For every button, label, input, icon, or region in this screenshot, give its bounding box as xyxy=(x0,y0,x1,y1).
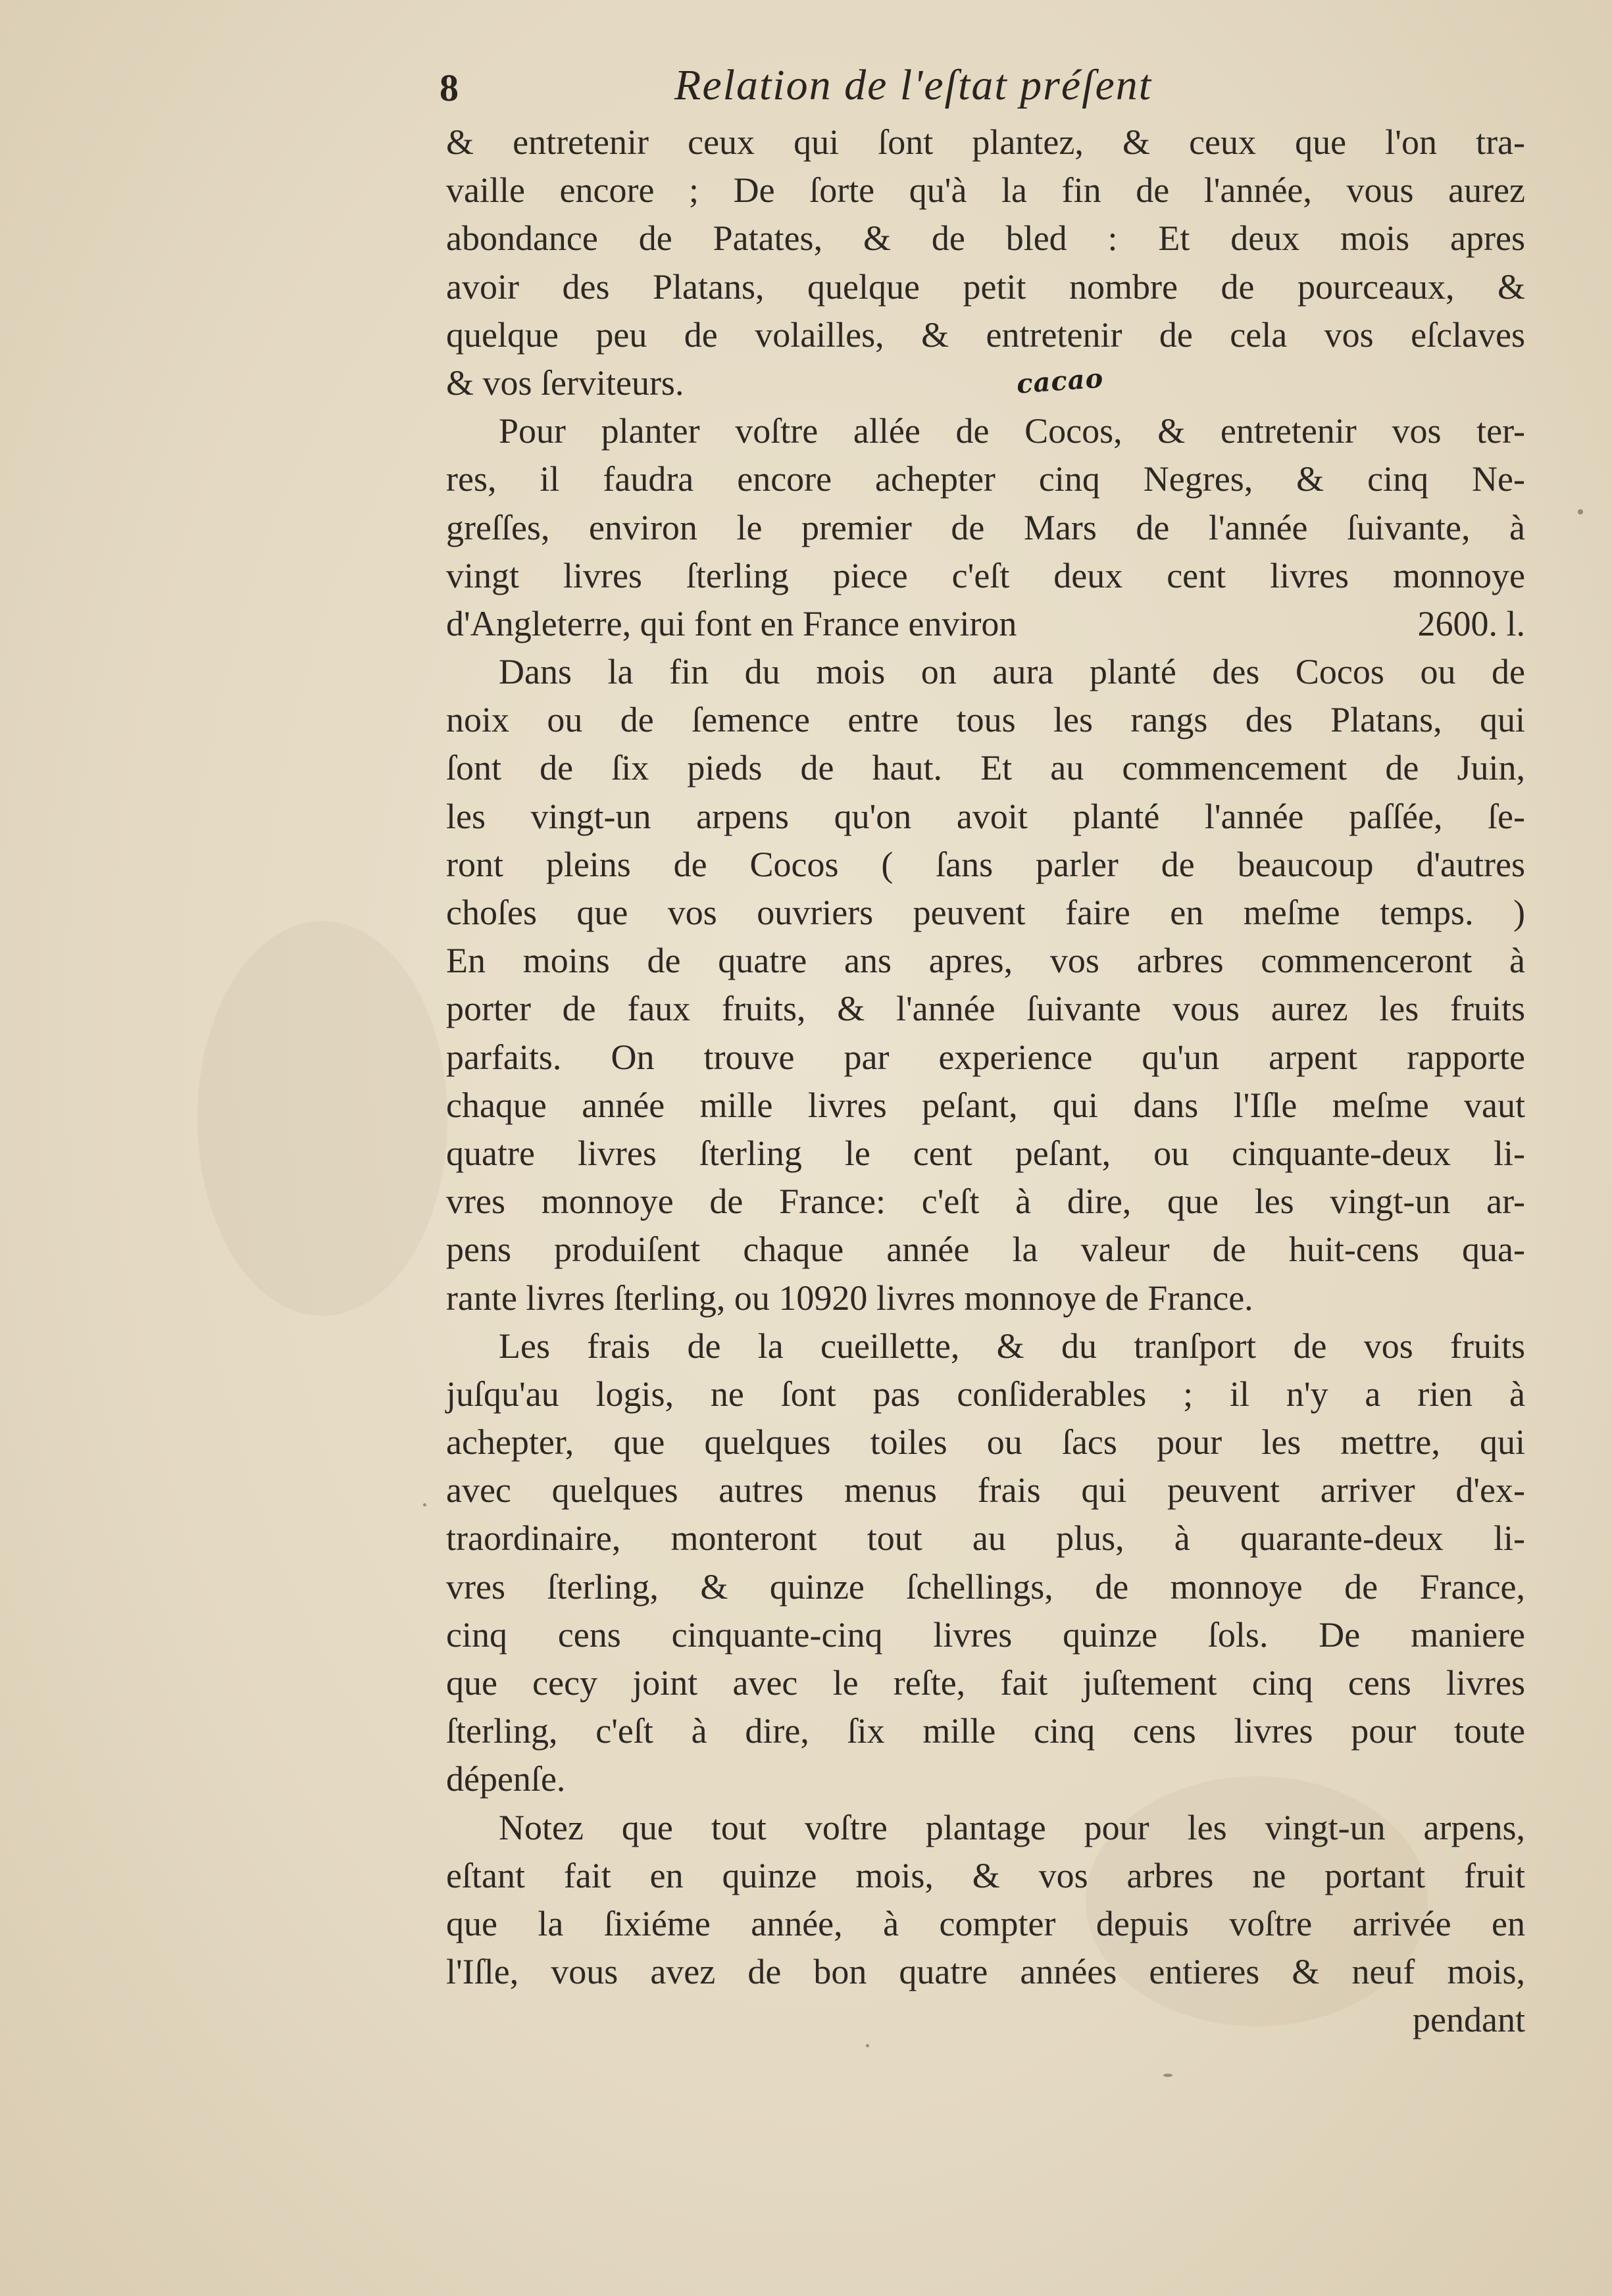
text-line: Les frais de la cueillette, & du tranſport de vos fruits xyxy=(499,1326,1525,1366)
text-line: Dans la fin du mois on aura planté des Cocos ou de xyxy=(499,652,1525,692)
text-line: quelque peu de volailles, & entretenir de cela vos eſclaves xyxy=(446,314,1525,355)
text-line: vingt livres ſterling piece c'eſt deux cent livres monnoye xyxy=(446,555,1525,595)
text-line: achepter, que quelques toiles ou ſacs pour les mettre, qui xyxy=(446,1422,1525,1462)
text-line: avec quelques autres menus frais qui peuvent arriver d'ex- xyxy=(446,1470,1525,1510)
amount-value: 2600. l. xyxy=(1417,603,1525,643)
text-line: Pour planter voſtre allée de Cocos, & entretenir vos ter- xyxy=(499,411,1525,451)
text-line: Notez que tout voſtre plantage pour les vingt-un arpens, xyxy=(499,1807,1525,1847)
text-line: quatre livres ſterling le cent peſant, ou cinquante-deux li- xyxy=(446,1133,1525,1173)
text-line: cinq cens cinquante-cinq livres quinze ſols. De maniere xyxy=(446,1614,1525,1655)
text-line: que la ſixiéme année, à compter depuis voſtre arrivée en xyxy=(446,1903,1525,1943)
ink-speck xyxy=(866,2044,869,2047)
text-line: choſes que vos ouvriers peuvent faire en meſme temps. ) xyxy=(446,893,1525,932)
body-text xyxy=(446,118,1525,2045)
line-text: d'Angleterre, qui font en France environ xyxy=(446,603,1017,643)
text-line: vres ſterling, & quinze ſchellings, de monnoye de France, xyxy=(446,1566,1525,1607)
text-line: vaille encore ; De ſorte qu'à la fin de l'année, vous aurez xyxy=(446,170,1525,211)
text-line: traordinaire, monteront tout au plus, à quarante-deux li- xyxy=(446,1518,1525,1559)
text-line: porter de faux fruits, & l'année ſuivante vous aurez les fruits xyxy=(446,989,1525,1029)
text-line: & entretenir ceux qui ſont plantez, & ceux que l'on tra- xyxy=(446,122,1525,162)
catchword: pendant xyxy=(1413,2000,1525,2040)
text-line: dépenſe. xyxy=(446,1759,566,1799)
page-number: 8 xyxy=(440,66,459,109)
ink-speck xyxy=(1163,2074,1172,2077)
text-line: res, il faudra encore achepter cinq Negres, & cinq Ne- xyxy=(446,459,1525,499)
text-line: juſqu'au logis, ne ſont pas conſiderables ; il n'y a rien à xyxy=(446,1374,1525,1414)
text-line: que cecy joint avec le reſte, fait juſtement cinq cens livres xyxy=(446,1663,1525,1703)
text-line: vres monnoye de France: c'eſt à dire, que les vingt-un ar- xyxy=(446,1182,1525,1222)
text-line: abondance de Patates, & de bled : Et deux mois apres xyxy=(446,218,1525,259)
text-line xyxy=(446,600,1525,648)
paper-stain xyxy=(197,921,447,1316)
text-line: eſtant fait en quinze mois, & vos arbres ne portant fruit xyxy=(446,1855,1525,1895)
text-line: ſont de ſix pieds de haut. Et au commencement de Juin, xyxy=(446,748,1525,788)
text-line: & vos ſerviteurs. xyxy=(446,362,684,403)
text-line: l'Iſle, vous avez de bon quatre années entieres & neuf mois, xyxy=(446,1952,1525,1992)
text-line: noix ou de ſemence entre tous les rangs des Platans, qui xyxy=(446,700,1525,740)
text-line: ront pleins de Cocos ( ſans parler de beaucoup d'autres xyxy=(446,844,1525,884)
text-line: pens produiſent chaque année la valeur de huit-cens qua- xyxy=(446,1230,1525,1270)
text-line: parfaits. On trouve par experience qu'un arpent rapporte xyxy=(446,1037,1525,1077)
text-line: En moins de quatre ans apres, vos arbres commenceront à xyxy=(446,941,1525,981)
text-line: les vingt-un arpens qu'on avoit planté l'année paſſée, ſe- xyxy=(446,796,1525,836)
manuscript-annotation: cacao xyxy=(1015,362,1105,400)
text-line: avoir des Platans, quelque petit nombre de pourceaux, & xyxy=(446,266,1525,307)
text-line: greſſes, environ le premier de Mars de l'année ſuivante, à xyxy=(446,507,1525,547)
ink-speck xyxy=(1578,509,1583,514)
text-line: chaque année mille livres peſant, qui dans l'Iſle meſme vaut xyxy=(446,1085,1525,1125)
text-line: rante livres ſterling, ou 10920 livres monnoye de France. xyxy=(446,1278,1253,1318)
text-line: ſterling, c'eſt à dire, ſix mille cinq cens livres pour toute xyxy=(446,1711,1525,1751)
running-title: Relation de l'eſtat préſent xyxy=(674,61,1153,109)
ink-speck xyxy=(423,1503,426,1507)
